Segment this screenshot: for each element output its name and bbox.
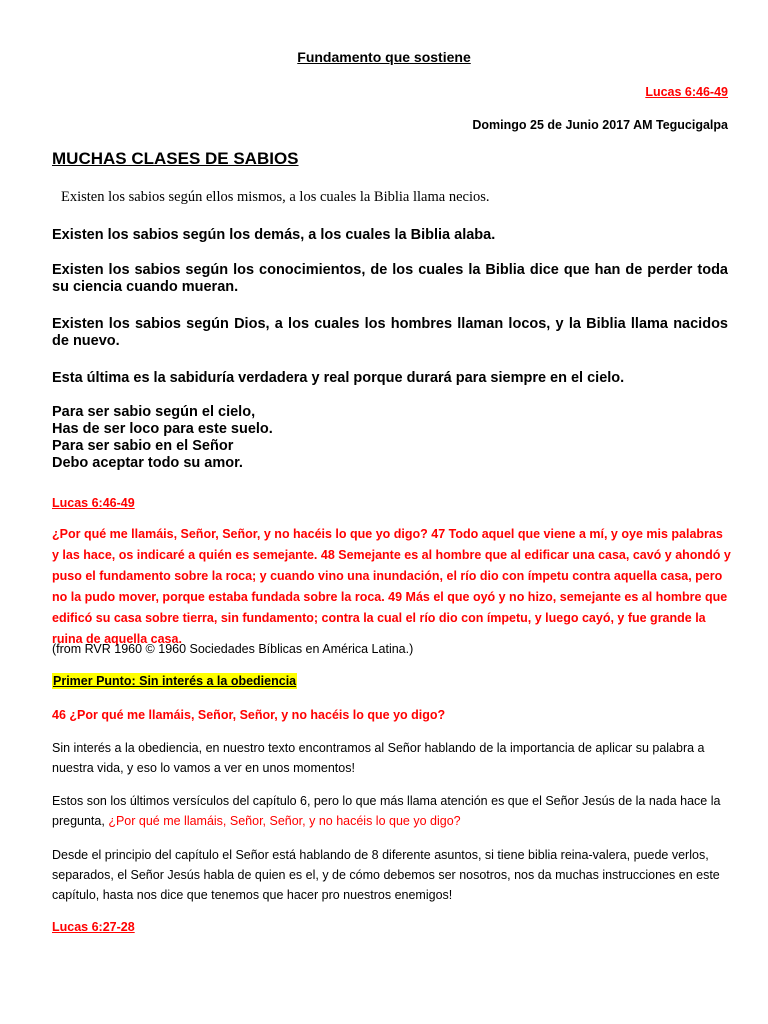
verse-46: 46 ¿Por qué me llamáis, Señor, Señor, y no hacéis lo que yo digo? xyxy=(52,708,446,722)
paragraph-6: Sin interés a la obediencia, en nuestro texto encontramos al Señor hablando de la importancia de aplicar su palabra a nuestra vida, y eso lo vamos a ver en unos momentos! xyxy=(52,741,705,775)
poem-line: Has de ser loco para este suelo. xyxy=(52,421,273,437)
paragraph-7-question: ¿Por qué me llamáis, Señor, Señor, y no hacéis lo que yo digo? xyxy=(108,814,461,828)
paragraph-2: Existen los sabios según los demás, a los cuales la Biblia alaba. xyxy=(52,227,496,243)
sermon-date: Domingo 25 de Junio 2017 AM Tegucigalpa xyxy=(472,118,728,132)
scripture-passage: ¿Por qué me llamáis, Señor, Señor, y no hacéis lo que yo digo? 47 Todo aquel que viene a mí, y oye mis palabras y las hace, os indicaré a quién es semejante. 48 Semejante es al hombre que al edificar una casa, cavó y ahondó y puso el fundamento sobre la roca; y cuando vino una inundación, el río dio con ímpetu contra aquella casa, pero no la pudo mover, porque estaba fundada sobre la roca. 49 Más el que oyó y no hizo, semejante es al hombre que edificó su casa sobre tierra, sin fundamento; contra la cual el río dio con ímpetu, y luego cayó, y fue grande la ruina de aquella casa. xyxy=(52,527,731,646)
paragraph-3: Existen los sabios según los conocimientos, de los cuales la Biblia dice que han de perder toda su ciencia cuando mueran. xyxy=(52,262,728,295)
poem-line: Para ser sabio según el cielo, xyxy=(52,404,256,420)
paragraph-7-text: Estos son los últimos versículos del capítulo 6, pero lo que más llama atención es que el Señor Jesús de la nada hace la pregunta, xyxy=(52,794,721,828)
paragraph-4: Existen los sabios según Dios, a los cuales los hombres llaman locos, y la Biblia llama nacidos de nuevo. xyxy=(52,316,728,349)
paragraph-1: Existen los sabios según ellos mismos, a los cuales la Biblia llama necios. xyxy=(61,189,490,205)
scripture-reference-bottom[interactable]: Lucas 6:27-28 xyxy=(52,920,135,934)
point-heading-highlight: Primer Punto: Sin interés a la obediencia xyxy=(53,674,297,688)
scripture-reference-top[interactable]: Lucas 6:46-49 xyxy=(645,85,728,99)
scripture-reference-mid[interactable]: Lucas 6:46-49 xyxy=(52,496,135,510)
copyright-note: (from RVR 1960 © 1960 Sociedades Bíblicas en América Latina.) xyxy=(52,642,414,656)
poem-line: Debo aceptar todo su amor. xyxy=(52,455,243,471)
poem xyxy=(52,404,273,472)
poem-line: Para ser sabio en el Señor xyxy=(52,438,234,454)
section-heading: MUCHAS CLASES DE SABIOS xyxy=(52,149,299,168)
paragraph-5: Esta última es la sabiduría verdadera y real porque durará para siempre en el cielo. xyxy=(52,370,625,386)
document-title: Fundamento que sostiene xyxy=(297,49,471,65)
paragraph-7 xyxy=(52,791,732,831)
paragraph-8: Desde el principio del capítulo el Señor está hablando de 8 diferente asuntos, si tiene biblia reina-valera, puede verlos, separados, el Señor Jesús habla de quien es el, y de cómo debemos ser nosotros, nos da muchas instrucciones en este capítulo, hasta nos dice que tenemos que hacer pro nuestros enemigos! xyxy=(52,848,720,902)
